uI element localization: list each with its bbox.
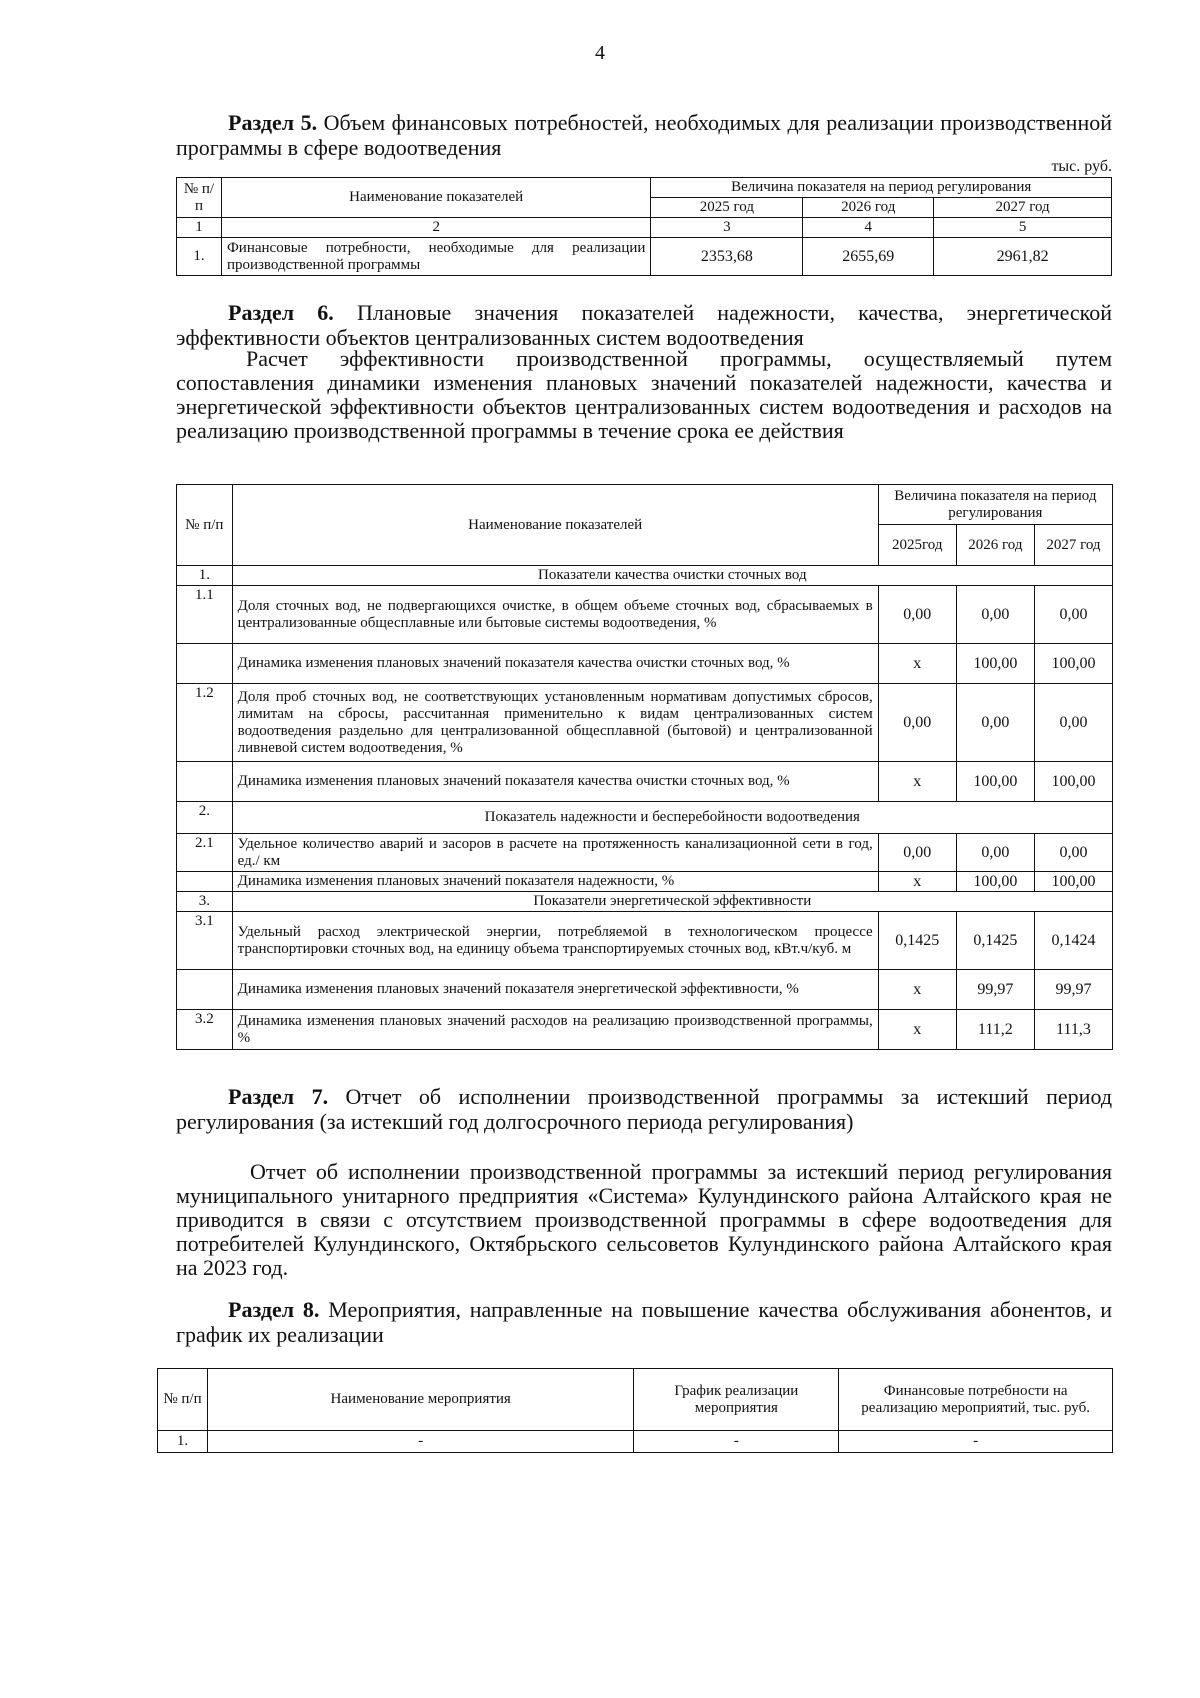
header-name: Наименование показателей: [221, 178, 650, 218]
group-title: Показатель надежности и бесперебойности водоотведения: [232, 802, 1112, 834]
header-name: Наименование мероприятия: [207, 1369, 633, 1431]
table-row: [177, 644, 1113, 684]
col-index: 2: [221, 218, 650, 238]
header-value: Величина показателя на период регулирования: [878, 485, 1112, 525]
section7-paragraph: Отчет об исполнении производственной программы за истекший период регулирования муниципального унитарного предприятия «Система» Кулундинского района Алтайского края не приводится в связи с отсутствием производственной программы в сфере водоотведения для потребителей Кулундинского, Октябрьского сельсоветов Кулундинского района Алтайского края на 2023 год.: [176, 1159, 1112, 1280]
row-value-2026: 0,00: [956, 586, 1034, 644]
table-row: [177, 762, 1113, 802]
section6-paragraph: Расчет эффективности производственной программы, осуществляемый путем сопоставления динамики изменения плановых значений показателей надежности, качества и энергетической эффективности объектов централизованных систем водоотведения и расходов на реализацию производственной программы в течение срока ее действия: [176, 346, 1112, 443]
row-name: Финансовые потребности, необходимые для реализации производственной программы: [221, 238, 650, 276]
row-value-2025: 0,1425: [878, 912, 956, 970]
row-name: -: [207, 1431, 633, 1453]
row-value-2027: 2961,82: [934, 238, 1112, 276]
section5-label: Раздел 5.: [228, 110, 318, 135]
section8-table: [157, 1368, 1113, 1453]
row-num: [177, 644, 233, 684]
row-value-2026: 100,00: [956, 872, 1034, 892]
section8-label: Раздел 8.: [228, 1297, 320, 1322]
section5-table: [176, 177, 1112, 276]
page-number: 4: [595, 42, 605, 64]
row-value-2025: 0,00: [878, 586, 956, 644]
row-num: 3.2: [177, 1010, 233, 1050]
row-value-2026: 99,97: [956, 970, 1034, 1010]
header-finance: Финансовые потребности на реализацию мероприятий, тыс. руб.: [839, 1369, 1113, 1431]
table-row: [177, 1010, 1113, 1050]
row-value-2025: 0,00: [878, 684, 956, 762]
section8-heading: [176, 1297, 1112, 1347]
row-num: 1.: [177, 566, 233, 586]
row-value-2027: 100,00: [1034, 644, 1112, 684]
row-value-2025: x: [878, 1010, 956, 1050]
row-num: 1.1: [177, 586, 233, 644]
header-name: Наименование показателей: [232, 485, 878, 566]
header-year-2026: 2026 год: [956, 525, 1034, 566]
section6-heading: [176, 300, 1112, 350]
row-num: 2.: [177, 802, 233, 834]
row-value-2026: 0,00: [956, 684, 1034, 762]
row-finance: -: [839, 1431, 1113, 1453]
table-row: [177, 834, 1113, 872]
col-index: 1: [177, 218, 222, 238]
col-index: 3: [651, 218, 803, 238]
row-name: Динамика изменения плановых значений показателя качества очистки сточных вод, %: [232, 762, 878, 802]
header-num: № п/п: [158, 1369, 208, 1431]
row-num: 1.: [177, 238, 222, 276]
row-schedule: -: [634, 1431, 839, 1453]
row-value-2025: x: [878, 970, 956, 1010]
section6-table: [176, 484, 1113, 1050]
row-name: Удельный расход электрической энергии, потребляемой в технологическом процессе транспортировки сточных вод, на единицу объема транспортируемых сточных вод, кВт.ч/куб. м: [232, 912, 878, 970]
table-row: [177, 586, 1113, 644]
header-year-2027: 2027 год: [934, 198, 1112, 218]
section6-title: Плановые значения показателей надежности, качества, энергетической эффективности объектов централизованных систем водоотведения: [176, 300, 1112, 350]
row-value-2027: 100,00: [1034, 762, 1112, 802]
row-value-2026: 111,2: [956, 1010, 1034, 1050]
row-num: 1.: [158, 1431, 208, 1453]
row-name: Удельное количество аварий и засоров в расчете на протяженность канализационной сети в год, ед./ км: [232, 834, 878, 872]
row-value-2026: 100,00: [956, 762, 1034, 802]
row-num: [177, 762, 233, 802]
row-value-2027: 0,00: [1034, 834, 1112, 872]
section8-title: Мероприятия, направленные на повышение качества обслуживания абонентов, и график их реализации: [176, 1297, 1113, 1347]
row-value-2025: 0,00: [878, 834, 956, 872]
row-value-2025: x: [878, 762, 956, 802]
row-value-2026: 100,00: [956, 644, 1034, 684]
table-row: [177, 238, 1112, 276]
table-group-row: [177, 892, 1113, 912]
row-name: Доля проб сточных вод, не соответствующих установленным нормативам допустимых сбросов, лимитам на сбросы, рассчитанная применительно к видам централизованных систем водоотведения раздельно для централизованной общесплавной (бытовой) и централизованной ливневой систем водоотведения, %: [232, 684, 878, 762]
row-value-2027: 0,1424: [1034, 912, 1112, 970]
row-num: [177, 970, 233, 1010]
group-title: Показатели качества очистки сточных вод: [232, 566, 1112, 586]
section7-title: Отчет об исполнении производственной программы за истекший период регулирования (за истекший год долгосрочного периода регулирования): [176, 1084, 1113, 1134]
table-row: [158, 1431, 1113, 1453]
row-value-2027: 111,3: [1034, 1010, 1112, 1050]
row-value-2026: 2655,69: [803, 238, 934, 276]
table-group-row: [177, 802, 1113, 834]
section5-unit: тыс. руб.: [1051, 158, 1112, 175]
col-index: 4: [803, 218, 934, 238]
col-index: 5: [934, 218, 1112, 238]
row-value-2027: 99,97: [1034, 970, 1112, 1010]
header-year-2025: 2025 год: [651, 198, 803, 218]
section7-label: Раздел 7.: [228, 1084, 329, 1109]
section5-heading: [176, 110, 1112, 160]
row-name: Динамика изменения плановых значений показателя надежности, %: [232, 872, 878, 892]
row-value-2025: x: [878, 872, 956, 892]
header-value: Величина показателя на период регулирования: [651, 178, 1112, 198]
row-value-2025: 2353,68: [651, 238, 803, 276]
table-row: [177, 872, 1113, 892]
section7-heading: [176, 1084, 1112, 1134]
table-row: [177, 970, 1113, 1010]
row-name: Доля сточных вод, не подвергающихся очистке, в общем объеме сточных вод, сбрасываемых в централизованные общесплавные или бытовые системы водоотведения, %: [232, 586, 878, 644]
header-year-2027: 2027 год: [1034, 525, 1112, 566]
row-value-2027: 0,00: [1034, 684, 1112, 762]
row-name: Динамика изменения плановых значений показателя энергетической эффективности, %: [232, 970, 878, 1010]
section5-title: Объем финансовых потребностей, необходимых для реализации производственной программы в сфере водоотведения: [176, 110, 1113, 160]
row-value-2025: x: [878, 644, 956, 684]
header-schedule: График реализации мероприятия: [634, 1369, 839, 1431]
row-value-2026: 0,00: [956, 834, 1034, 872]
row-num: 3.1: [177, 912, 233, 970]
row-name: Динамика изменения плановых значений показателя качества очистки сточных вод, %: [232, 644, 878, 684]
header-year-2026: 2026 год: [803, 198, 934, 218]
table-row: [177, 912, 1113, 970]
row-value-2027: 0,00: [1034, 586, 1112, 644]
table-group-row: [177, 566, 1113, 586]
row-name: Динамика изменения плановых значений расходов на реализацию производственной программы, %: [232, 1010, 878, 1050]
header-num: № п/п: [177, 485, 233, 566]
row-num: 3.: [177, 892, 233, 912]
header-year-2025: 2025год: [878, 525, 956, 566]
row-num: 2.1: [177, 834, 233, 872]
row-value-2026: 0,1425: [956, 912, 1034, 970]
row-num: [177, 872, 233, 892]
row-value-2027: 100,00: [1034, 872, 1112, 892]
row-num: 1.2: [177, 684, 233, 762]
header-num: № п/п: [177, 178, 222, 218]
section6-label: Раздел 6.: [228, 300, 334, 325]
group-title: Показатели энергетической эффективности: [232, 892, 1112, 912]
table-row: [177, 684, 1113, 762]
